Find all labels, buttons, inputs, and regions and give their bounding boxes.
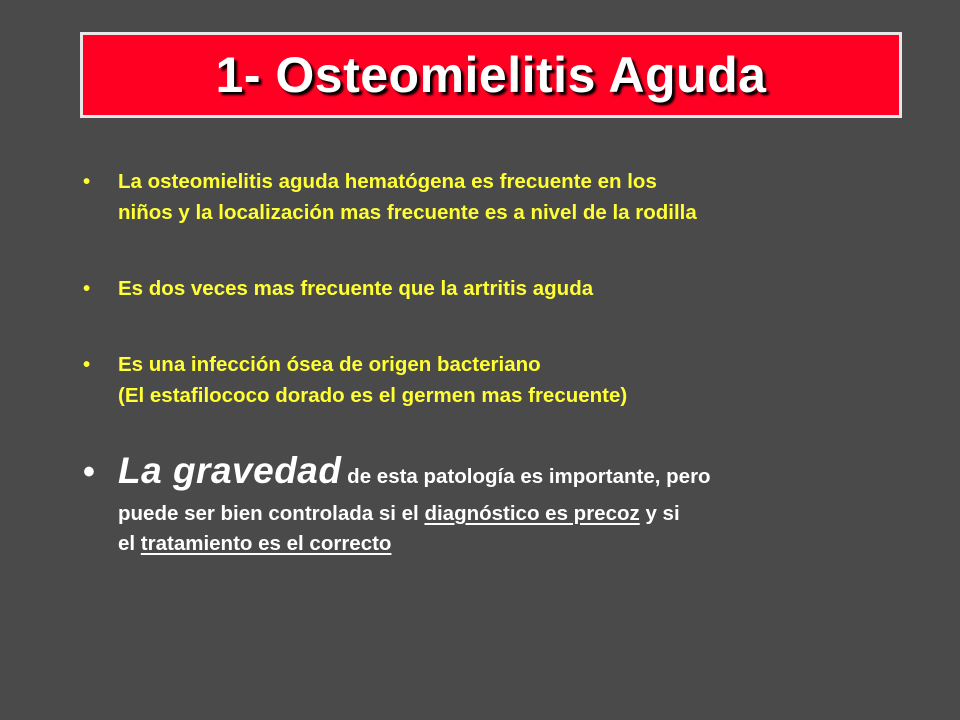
bullet-line (118, 499, 900, 529)
bullet-text: el (118, 532, 141, 555)
bullet-text: y si (639, 502, 680, 525)
title-banner (80, 32, 902, 118)
underlined-phrase: diagnóstico es precoz (424, 502, 640, 525)
bullet-marker: • (83, 453, 95, 491)
bullet-text: puede ser bien controlada si el (118, 502, 425, 525)
bullet-text: niños y la localización mas frecuente es a nivel de la rodilla (118, 201, 697, 224)
bullet-text: Es una infección ósea de origen bacteriano (118, 353, 541, 376)
bullet-text: de esta patología es importante, pero (341, 465, 711, 488)
bullet-item-emphasis (80, 449, 900, 559)
slide-title: 1- Osteomielitis Aguda (215, 47, 767, 103)
bullet-item (80, 166, 900, 228)
emphasis-lead: La gravedad (118, 450, 342, 491)
bullet-text: (El estafilococo dorado es el germen mas frecuente) (118, 384, 628, 407)
underlined-phrase: tratamiento es el correcto (140, 532, 392, 555)
bullet-text: La osteomielitis aguda hematógena es frecuente en los (118, 170, 657, 193)
bullet-text: Es dos veces mas frecuente que la artritis aguda (118, 277, 594, 300)
bullet-item (80, 273, 900, 304)
bullet-list (80, 166, 900, 559)
bullet-line (118, 529, 900, 559)
bullet-marker: • (83, 277, 91, 300)
bullet-marker: • (83, 353, 91, 376)
bullet-item (80, 349, 900, 411)
bullet-line (118, 449, 900, 499)
bullet-marker: • (83, 170, 91, 193)
